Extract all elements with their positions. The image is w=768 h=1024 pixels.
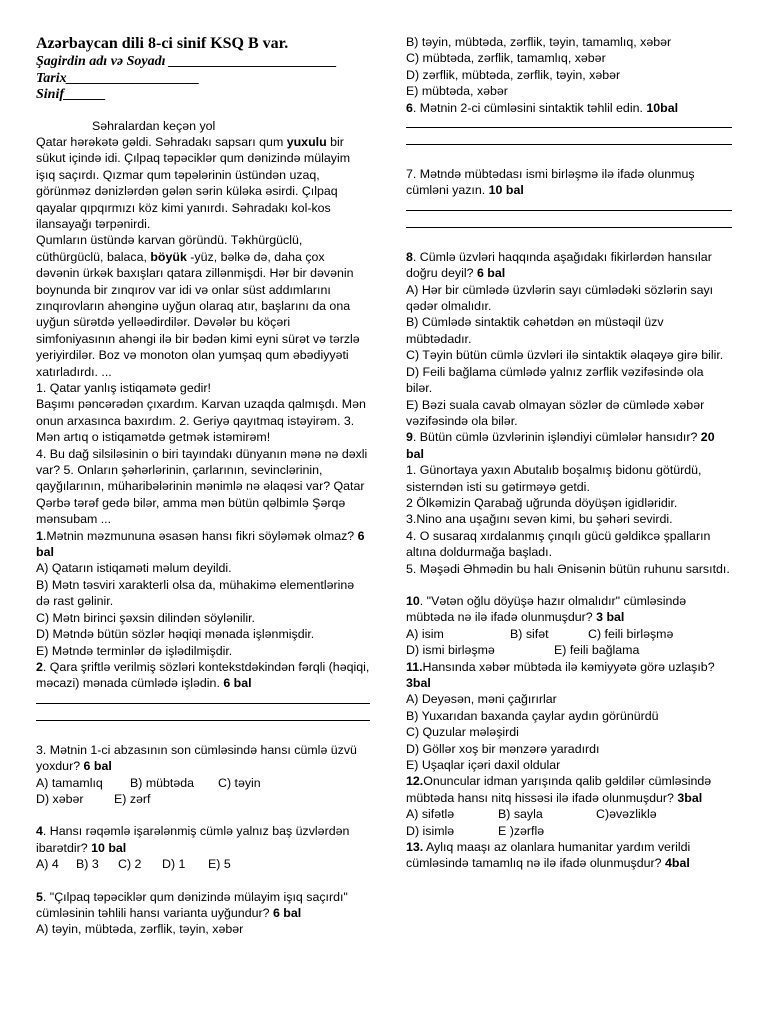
paragraph-3: 1. Qatar yanlış istiqamətə gedir! <box>36 381 211 395</box>
reading-text <box>36 118 370 528</box>
question-5-continued <box>406 34 732 100</box>
option: A) Hər bir cümlədə üzvlərin sayı cümlədəki sözlərin sayı qədər olmalıdır. <box>406 282 714 314</box>
option: 2 Ölkəmizin Qarabağ uğrunda döyüşən igidləridir. <box>406 495 678 510</box>
left-column <box>36 34 370 938</box>
option: B) mübtəda <box>130 775 195 790</box>
points: 3bal <box>677 790 703 805</box>
option: B) təyin, mübtəda, zərflik, təyin, tamamlıq, xəbər <box>406 35 672 49</box>
option: 3.Nino ana uşağını sevən kimi, bu şəhəri sevirdi. <box>406 512 673 527</box>
right-column <box>406 34 732 872</box>
answer-line[interactable] <box>406 116 732 128</box>
option: E) zərf <box>114 791 151 806</box>
paragraph-1: Qatar hərəkətə gəldi. Səhradakı sapsarı qum yuxulu bir sükut içində idi. Çılpaq təpəciklər qum dənizində mülayim işıq saçırdı. Qızmar qum təpələrinin üstündən uzaq, görünməz dənizlərdən gələn sərin küləka əsirdi. Çılpaq qayalar qıpqırmızı köz kimi yanırdı. Səhradakı kol-kos ilansayağı tərpənirdi. <box>36 134 351 231</box>
option: C) Quzular mələşirdi <box>406 725 519 740</box>
option: A) Qatarın istiqaməti məlum deyildi. <box>36 561 232 576</box>
answer-line[interactable] <box>406 133 732 145</box>
option: D) xəbər <box>36 791 84 806</box>
option: B) Mətn təsviri xarakterli olsa da, mühakimə elementlərinə də rast gəlinir. <box>36 577 355 609</box>
class-line: Sinif______ <box>36 87 107 102</box>
points: 6 bal <box>476 266 506 281</box>
option: B) sayla <box>498 807 543 822</box>
option: A) sifətlə <box>406 807 455 822</box>
option: E) feili bağlama <box>554 643 640 658</box>
option: C) 2 <box>118 857 142 872</box>
question-10: 10. "Vətən oğlu döyüşə hazır olmalıdır" cümləsində mübtəda nə ilə ifadə olunmuşdur? 3 bal A) isim B) sifət C) feili birləşmə D) ismi birləşmə E) feili bağlama <box>406 593 732 659</box>
option: 5. Məşədi Əhmədin bu halı Ənisənin bütün ruhunu sarsıtdı. <box>406 561 730 576</box>
option: E) mübtəda, xəbər <box>406 84 508 99</box>
option: A) tamamlıq <box>36 775 103 790</box>
points: 10 bal <box>91 840 127 855</box>
points: 3bal <box>406 676 431 690</box>
options-row <box>36 856 370 872</box>
option: D) zərflik, mübtəda, zərflik, təyin, xəbər <box>406 67 621 82</box>
question-4: 4. Hansı rəqəmlə işarələnmiş cümlə yalnız baş üzvlərdən ibarətdir? 10 bal A) 4 B) 3 C) 2 D) 1 E) 5 <box>36 823 370 872</box>
option: E) Uşaqlar içəri daxil oldular <box>406 758 561 773</box>
points: 4bal <box>664 856 690 871</box>
bold-word-yuxulu: yuxulu <box>286 134 327 149</box>
question-9: 9. Bütün cümlə üzvlərinin işləndiyi cümlələr hansıdır? 20 bal 1. Günortaya yaxın Abutalıb boşalmış bidonu götürdü, sisterndən isti su gətirməyə getdi. 2 Ölkəmizin Qarabağ uğrunda döyüşən igidləridir. 3.Nino ana uşağını sevən kimi, bu şəhəri sevirdi. 4. O susaraq xırdalanmış çınqılı gücü gəldikcə şpalların altına doldurmağa başladı. 5. Məşədi Əhmədin bu halı Ənisənin bütün ruhunu sarsıtdı. <box>406 429 732 577</box>
option: C) Mətn birinci şəxsin dilindən söylənilir. <box>36 610 255 625</box>
options-row <box>406 626 732 642</box>
question-2: 2. Qara şriftlə verilmiş sözləri kontekstdəkindən fərqli (həqiqi, məcazi) mənada cümlədə işlədin. 6 bal <box>36 659 370 721</box>
answer-line[interactable] <box>36 692 370 704</box>
question-8: 8. Cümlə üzvləri haqqında aşağıdakı fikirlərdən hansılar doğru deyil? 6 bal A) Hər bir cümlədə üzvlərin sayı cümlədəki sözlərin sayı qədər olmalıdır. B) Cümlədə sintaktik cəhətdən ən müstəqil üzv mübtədadır. C) Təyin bütün cümlə üzvləri ilə sintaktik əlaqəyə girə bilir. D) Feili bağlama cümlədə yalnız zərflik vəzifəsində ola bilər. E) Bəzi suala cavab olmayan sözlər də cümlədə xəbər vəzifəsində ola bilər. <box>406 249 732 429</box>
answer-line[interactable] <box>406 216 732 228</box>
paragraph-5: 4. Bu dağ silsiləsinin o biri tayındakı dünyanın mənə nə dəxli var? 5. Onların şəhərlərinin, çarlarının, sevinclərinin, qayğılarının, müharibələrinin mənimlə nə əlaqəsi var? Qatar Qərbə tərəf gedə bilər, amma mən bütün qəlbimlə Şərqə mənsubam ... <box>36 446 368 527</box>
option: D) Feili bağlama cümlədə yalnız zərflik vəzifəsində ola bilər. <box>406 364 704 396</box>
option: C)əvəzliklə <box>596 807 657 822</box>
option: C) Təyin bütün cümlə üzvləri ilə sintaktik əlaqəyə girə bilir. <box>406 348 724 363</box>
option: A) isim <box>406 626 444 641</box>
option: A) Deyəsən, məni çağırırlar <box>406 692 557 707</box>
option: D) 1 <box>162 857 186 872</box>
options-row <box>406 642 732 658</box>
question-11: 11.Hansında xəbər mübtəda ilə kəmiyyətə görə uzlaşıb? 3bal A) Deyəsən, məni çağırırlar B) Yuxarıdan baxanda çaylar aydın görünürdü C) Quzular mələşirdi D) Göllər xoş bir mənzərə yaradırdı E) Uşaqlar içəri daxil oldular <box>406 659 732 774</box>
option: A) 4 <box>36 857 59 872</box>
option: 1. Günortaya yaxın Abutalıb boşalmış bidonu götürdü, sisterndən isti su gətirməyə getdi. <box>406 463 702 494</box>
option: E) Mətndə terminlər də işlədilmişdir. <box>36 643 233 658</box>
question-7: 7. Mətndə mübtədası ismi birləşmə ilə ifadə olunmuş cümləni yazın. 10 bal <box>406 166 732 228</box>
points: 6 bal <box>223 676 252 691</box>
option: E) 5 <box>208 857 231 872</box>
answer-line[interactable] <box>36 709 370 721</box>
reading-title: Səhralardan keçən yol <box>92 118 216 133</box>
question-6: 6. Mətnin 2-ci cümləsini sintaktik təhlil edin. 10bal <box>406 100 732 145</box>
option: B) 3 <box>76 857 99 872</box>
question-13: 13. Aylıq maaşı az olanlara humanitar yardım verildi cümləsində tamamlıq nə ilə ifadə olunmuşdur? 4bal <box>406 840 691 871</box>
option: E) Bəzi suala cavab olmayan sözlər də cümlədə xəbər vəzifəsində ola bilər. <box>406 397 705 428</box>
page-title: Azərbaycan dili 8-ci sinif KSQ B var. <box>36 35 289 52</box>
options-row <box>406 806 732 822</box>
option: C) mübtəda, zərflik, tamamlıq, xəbər <box>406 51 606 66</box>
options-row <box>36 791 370 807</box>
points: 20 bal <box>406 430 715 461</box>
answer-line[interactable] <box>406 199 732 211</box>
option: D) Göllər xoş bir mənzərə yaradırdı <box>406 741 600 756</box>
points: 6 bal <box>83 759 112 774</box>
bold-word-boyuk: böyük <box>150 249 187 264</box>
points: 6 bal <box>272 905 302 920</box>
option: D) ismi birləşmə <box>406 643 495 658</box>
student-name-line: Şagirdin adı və Soyadı ________________________ <box>36 54 338 69</box>
options-row <box>406 823 732 839</box>
date-line: Tarix___________________ <box>36 70 200 86</box>
option: B) Cümlədə sintaktik cəhətdən ən müstəqil üzv mübtədadır. <box>406 315 664 346</box>
points: 10bal <box>646 100 679 115</box>
points: 6 bal <box>36 528 365 560</box>
option: A) təyin, mübtəda, zərflik, təyin, xəbər <box>36 922 244 937</box>
points: 10 bal <box>488 183 524 198</box>
option: B) Yuxarıdan baxanda çaylar aydın görünürdü <box>406 708 659 723</box>
paragraph-2: Qumların üstündə karvan göründü. Təkhürgüclü, cüthürgüclü, balaca, böyük -yüz, bəlkə də, daha çox dəvənin ürkək baxışları qatara zillənmişdi. Hər bir dəvənin boynunda bir zınqırov var idi və onlar süst addımlarını zınqırovların ahənginə uyğun olaraq atır, başlarını da ona uyğun sürətdə yelləәdirdilər. Dəvələr bu köçəri simfoniyasının ahəngi ilə bir bədən kimi eyni sürət və tərzlə yeriyirdilər. Boz və monoton olan yumşaq qum əbədiyyəti xatırladırdı. ... <box>36 233 360 379</box>
option: B) sifət <box>510 626 549 641</box>
option: 4. O susaraq xırdalanmış çınqılı gücü gəldikcə şpalların altına doldurmağa başladı. <box>406 528 711 560</box>
option: C) təyin <box>218 775 261 790</box>
option: D) isimlə <box>406 823 455 838</box>
question-5: 5. "Çılpaq təpəciklər qum dənizində mülayim işıq saçırdı" cümləsinin təhlili hansı varianta uyğundur? 6 bal A) təyin, mübtəda, zərflik, təyin, xəbər <box>36 889 370 938</box>
options-row <box>36 775 370 791</box>
paragraph-4: Başımı pəncərədən çıxardım. Karvan uzaqda qalmışdı. Mən onun arxasınca baxırdım. 2. Geriyə qayıtmaq istəyirəm. 3. Mən artıq o istiqamətdə getmək istəmirəm! <box>36 397 366 445</box>
option: D) Mətndə bütün sözlər həqiqi mənada işlənmişdir. <box>36 627 315 642</box>
question-3: 3. Mətnin 1-ci abzasının son cümləsində hansı cümlə üzvü yoxdur? 6 bal A) tamamlıq B) mübtəda C) təyin D) xəbər E) zərf <box>36 742 370 808</box>
question-1: 1.Mətnin məzmununa əsasən hansı fikri söyləmək olmaz? 6 bal A) Qatarın istiqaməti məlum deyildi. B) Mətn təsviri xarakterli olsa da, mühakimə elementlərinə də rast gəlinir. C) Mətn birinci şəxsin dilindən söylənilir. D) Mətndə bütün sözlər həqiqi mənada işlənmişdir. E) Mətndə terminlər də işlədilmişdir. <box>36 528 370 659</box>
option: E )zərflə <box>498 823 545 838</box>
question-12: 12.Onuncular idman yarışında qalib gəldilər cümləsində mübtəda hansı nitq hissəsi ilə ifadə olunmuşdur? 3bal A) sifətlə B) sayla C)əvəzliklə D) isimlə E )zərflə <box>406 773 732 839</box>
option: C) feili birləşmə <box>588 626 674 641</box>
points: 3 bal <box>596 610 625 625</box>
